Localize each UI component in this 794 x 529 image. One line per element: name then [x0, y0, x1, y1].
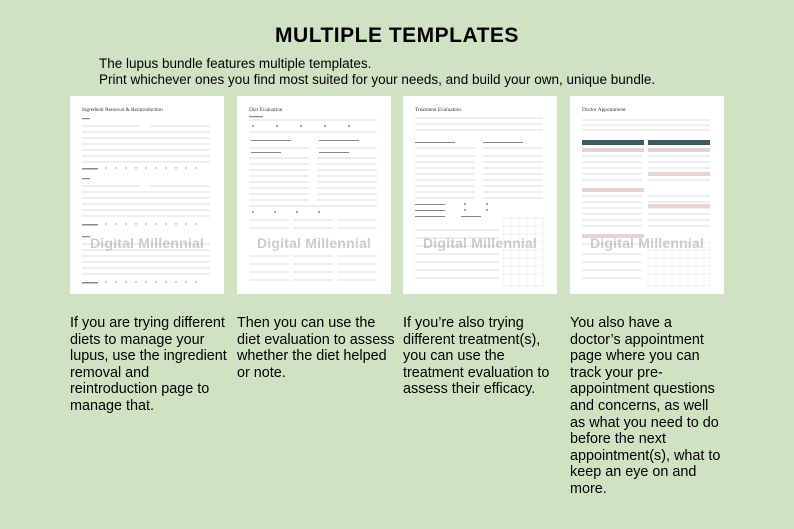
- template-lines: [570, 96, 724, 294]
- watermark: Digital Millennial: [422, 235, 538, 251]
- description-treatment: If you’re also trying different treatment(s), you can use the treatment evaluation to assess their efficacy.: [403, 315, 550, 398]
- template-lines: [403, 96, 557, 294]
- template-title: Diet Evaluation: [249, 107, 283, 113]
- template-lines: [70, 96, 224, 294]
- template-lines: [237, 96, 391, 294]
- page-title: MULTIPLE TEMPLATES: [275, 24, 519, 47]
- description-diet: Then you can use the diet evaluation to assess whether the diet helped or note.: [237, 315, 395, 381]
- watermark: Digital Millennial: [89, 235, 205, 251]
- template-title: Treatment Evaluation: [415, 107, 461, 113]
- template-preview-treatment: [403, 96, 557, 294]
- template-preview-diet: [237, 96, 391, 294]
- template-preview-doctor: [570, 96, 724, 294]
- intro-line-1: The lupus bundle features multiple templates.: [99, 56, 372, 71]
- watermark: Digital Millennial: [256, 235, 372, 251]
- template-title: Ingredient Removal & Reintroduction: [82, 107, 163, 113]
- template-title: Doctor Appointment: [582, 107, 626, 113]
- description-doctor: You also have a doctor’s appointment page where you can track your pre-appointment questions and concerns, as well as what you need to do before the next appointment(s), what to keep an eye on and more.: [570, 315, 721, 497]
- intro-line-2: Print whichever ones you find most suited for your needs, and build your own, unique bundle.: [99, 72, 656, 87]
- template-preview-ingredient: [70, 96, 224, 294]
- watermark: Digital Millennial: [589, 235, 705, 251]
- intro-text: [99, 56, 655, 88]
- description-ingredient: If you are trying different diets to manage your lupus, use the ingredient removal and reintroduction page to manage that.: [70, 315, 227, 414]
